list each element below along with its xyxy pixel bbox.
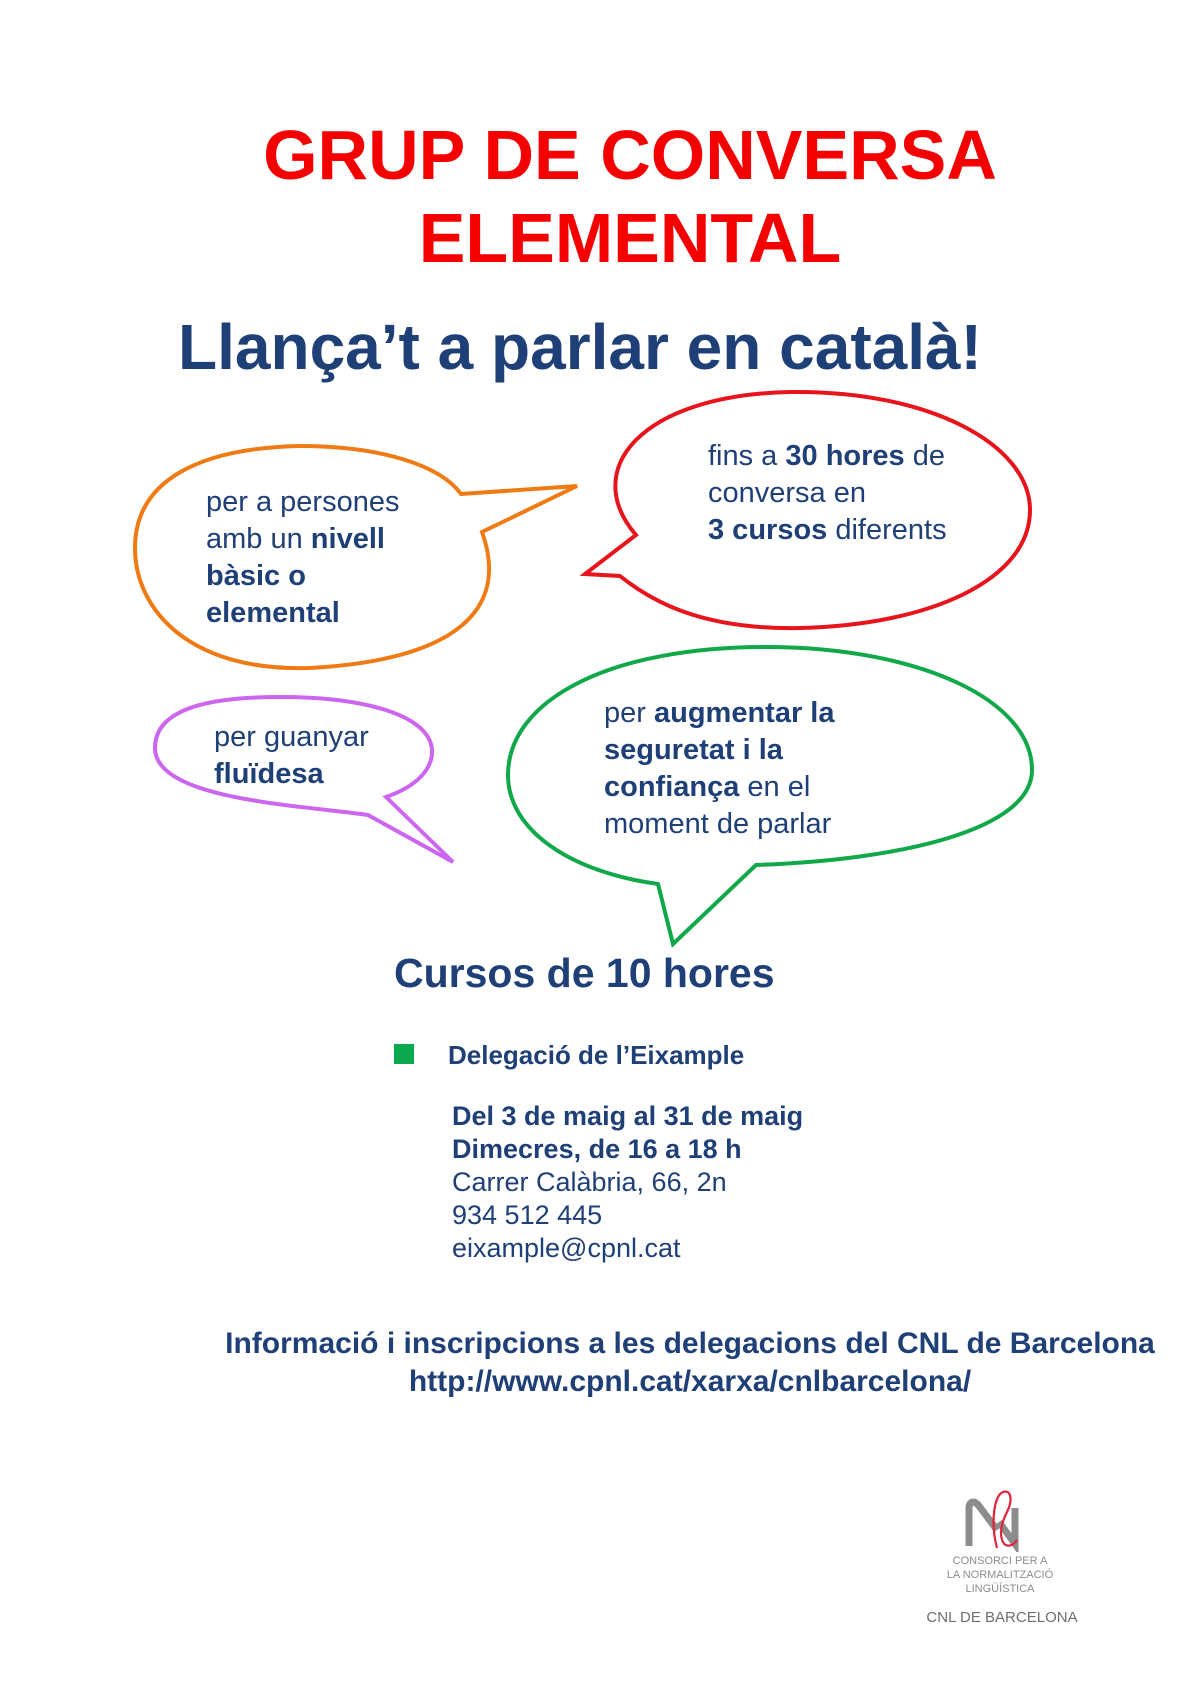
title-line-1: GRUP DE CONVERSA — [263, 116, 997, 194]
footer-info — [0, 1325, 1191, 1401]
course-schedule: Dimecres, de 16 a 18 h — [452, 1134, 742, 1164]
course-details — [452, 1100, 803, 1265]
green-square-bullet-icon — [394, 1044, 414, 1064]
logo-caption: CONSORCI PER A LA NORMALITZACIÓ LINGÜÍSTICA — [946, 1555, 1054, 1595]
courses-heading: Cursos de 10 hores — [394, 950, 775, 996]
course-phone: 934 512 445 — [452, 1200, 603, 1230]
red-bubble-text: fins a 30 hores de conversa en 3 cursos diferents — [708, 440, 947, 546]
info-url[interactable]: http://www.cpnl.cat/xarxa/cnlbarcelona/ — [408, 1365, 972, 1398]
course-address: Carrer Calàbria, 66, 2n — [452, 1167, 727, 1197]
course-dates: Del 3 de maig al 31 de maig — [452, 1101, 804, 1131]
delegation-name: Delegació de l’Eixample — [448, 1040, 745, 1070]
green-bubble-text: per augmentar la seguretat i la confiança en el moment de parlar — [604, 697, 835, 840]
subtitle: Llança’t a parlar en català! — [178, 311, 982, 383]
purple-bubble-text: per guanyar fluïdesa — [214, 721, 369, 790]
course-email: eixample@cpnl.cat — [452, 1233, 681, 1263]
cpnl-logo-icon — [963, 1486, 1033, 1552]
logo-subtitle: CNL DE BARCELONA — [926, 1609, 1078, 1626]
title-line-2: ELEMENTAL — [418, 199, 842, 277]
info-text: Informació i inscripcions a les delegacions del CNL de Barcelona — [225, 1327, 1155, 1360]
orange-bubble-text: per a persones amb un nivell bàsic o elemental — [206, 486, 400, 629]
